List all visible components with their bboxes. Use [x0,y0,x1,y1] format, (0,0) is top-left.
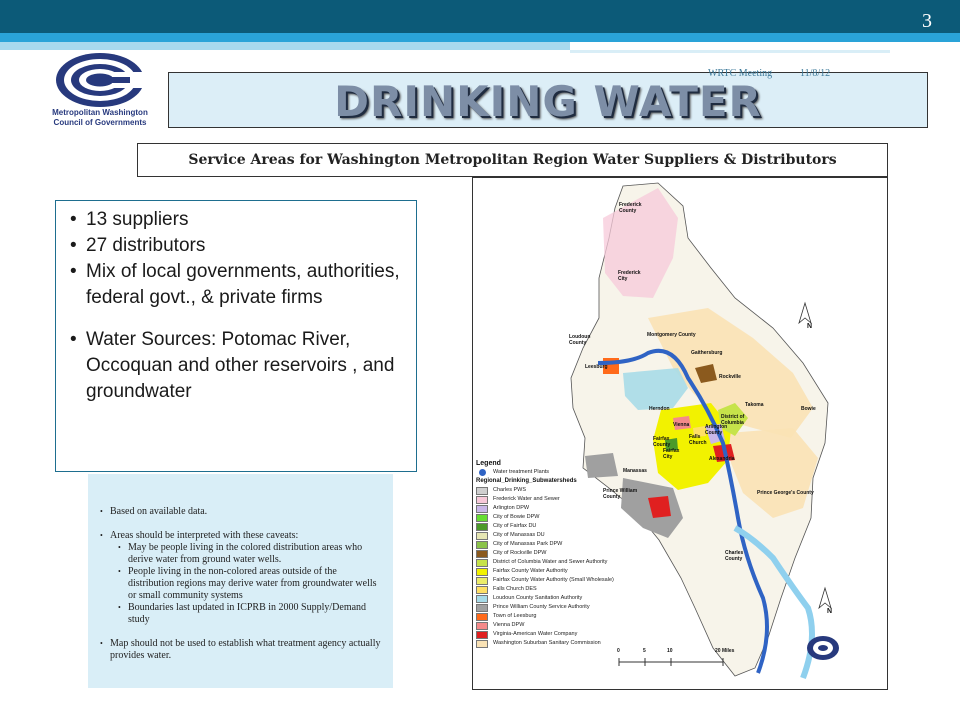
map-label-frederick-city: Frederick City [618,270,641,282]
caveats-box [88,474,393,688]
scale-tick: 0 [617,648,620,654]
map-label-bowie: Bowie [801,406,816,412]
legend-entry [476,594,626,603]
org-name-line1: Metropolitan Washington [52,108,148,117]
legend-entry [476,504,626,513]
legend-swatch [476,514,488,522]
map-label-gaithersburg: Gaithersburg [691,350,723,356]
legend-entry-label: Fairfax County Water Authority [493,568,568,574]
map-label-north: N [807,323,813,330]
legend-entry-label: Arlington DPW [493,505,530,511]
legend-entry [476,612,626,621]
accent-stripe [0,33,960,42]
map-label-charles-county: Charles County [725,550,744,562]
legend-entry-label: Prince William County Service Authority [493,604,590,610]
legend-title: Legend [476,460,501,467]
map-label-montgomery-county: Montgomery County [647,332,696,338]
summary-item-distributors: • 27 distributors [86,233,406,259]
legend-swatch [476,532,488,540]
summary-box [55,200,417,472]
legend-swatch [476,568,488,576]
north-arrow-icon-2 [819,588,831,608]
legend-entry [476,558,626,567]
north-arrow-icon [799,303,811,323]
legend-entry-label: City of Bowie DPW [493,514,540,520]
legend-entry [476,486,626,495]
caveat-intro: • Based on available data. [100,506,385,518]
map-label-alexandria: Alexandria [709,456,735,462]
map-label-frederick-county: Frederick County [619,202,642,214]
caveat-item: • People living in the non-colored areas outside of the distribution regions may derive water from groundwater wells or small community systems [100,566,385,602]
legend-entry [476,639,626,648]
map-label-herndon: Herndon [649,406,670,412]
caveat-footer: • Map should not be used to establish what treatment agency actually provides water. [100,638,385,662]
scale-tick: 20 Miles [715,648,735,654]
legend-layer-title: Regional_Drinking_Subwatersheds [476,478,577,484]
legend-entry-label: Falls Church DES [493,586,537,592]
legend-entry-label: Town of Leesburg [493,613,537,619]
top-band [0,0,960,33]
legend-entry-label: District of Columbia Water and Sewer Authority [493,559,608,565]
legend-swatch [476,550,488,558]
map-label-loudoun-county: Loudoun County [569,334,591,346]
service-area-map [472,177,888,690]
legend-entry-label: Loudoun County Sanitation Authority [493,595,583,601]
legend-swatch [476,487,488,495]
map-label-dc: District of Columbia [721,414,745,426]
org-name-line2: Council of Governments [53,118,147,127]
legend-entry-label: Frederick Water and Sewer [493,496,560,502]
legend-entry [476,576,626,585]
legend-swatch [476,622,488,630]
scale-bar [613,648,743,674]
legend-entry-label: Virginia-American Water Company [493,631,578,637]
date-label: 11/8/12 [800,68,831,79]
legend-entry-label: City of Fairfax DU [493,523,537,529]
map-label-prince-william-county: Prince William County [603,488,638,500]
summary-list [68,207,406,405]
caveat-heading: • Areas should be interpreted with these caveats: [100,530,385,542]
meeting-label: WRTC Meeting [708,68,773,79]
legend-swatch [476,595,488,603]
slide-number: 3 [922,10,932,32]
legend-plants-label: Water treatment Plants [493,469,550,475]
legend-swatch [476,523,488,531]
legend-entry-label: City of Rockville DPW [493,550,547,556]
legend-entry [476,540,626,549]
legend-entry [476,621,626,630]
legend-entry [476,522,626,531]
map-label-manassas: Manassas [623,468,647,474]
legend-swatch [476,505,488,513]
caveat-item: • Boundaries last updated in ICPRB in 2000 Supply/Demand study [100,602,385,626]
map-label-north-2: N [827,608,833,615]
legend-entry [476,531,626,540]
map-label-vienna: Vienna [673,422,690,428]
scale-tick: 10 [667,648,673,654]
legend-swatch [476,496,488,504]
legend-row-plants [476,468,626,477]
legend-swatch [476,604,488,612]
map-label-prince-georges-county: Prince George's County [757,490,814,496]
accent-stripe-light [0,42,570,50]
legend-swatch [476,586,488,594]
map-label-leesburg: Leesburg [585,364,608,370]
map-label-rockville: Rockville [719,374,741,380]
legend-entry [476,549,626,558]
map-label-arlington-county: Arlington County [705,424,728,436]
legend-swatch [476,640,488,648]
summary-item-sources: • Water Sources: Potomac River, Occoquan and other reservoirs , and groundwater [86,327,406,405]
legend-swatch [476,559,488,567]
legend-entry [476,630,626,639]
legend-swatch [476,577,488,585]
treatment-plant-icon [478,468,487,477]
accent-stripe-thin [570,50,890,53]
legend-entry-label: Washington Suburban Sanitary Commission [493,640,601,646]
legend-entry [476,585,626,594]
legend-entry-label: City of Manassas Park DPW [493,541,563,547]
legend-entry [476,567,626,576]
map-label-fairfax-county: Fairfax County [653,436,671,448]
legend-swatch [476,613,488,621]
legend-entry-label: City of Manassas DU [493,532,545,538]
summary-item-suppliers: • 13 suppliers [86,207,406,233]
legend-entry-label: Vienna DPW [493,622,525,628]
summary-item-mix: • Mix of local governments, authorities, federal govt., & private firms [86,259,406,311]
map-label-takoma: Takoma [745,402,764,408]
legend-entries [476,486,626,648]
legend-entry-label: Charles PWS [493,487,527,493]
page-title: DRINKING WATER [334,77,762,126]
map-legend [476,459,626,648]
map-label-falls-church: Falls Church [689,434,707,446]
legend-entry [476,495,626,504]
org-name [50,108,150,128]
legend-swatch [476,631,488,639]
legend-entry [476,603,626,612]
legend-entry [476,513,626,522]
map-label-fairfax-city: Fairfax City [663,448,680,460]
map-subtitle: Service Areas for Washington Metropolitan Region Water Suppliers & Distributors [137,143,888,177]
scale-tick: 5 [643,648,646,654]
legend-entry-label: Fairfax County Water Authority (Small Wholesale) [493,577,614,583]
caveat-item: • May be people living in the colored distribution areas who derive water from ground water wells. [100,542,385,566]
legend-swatch [476,541,488,549]
